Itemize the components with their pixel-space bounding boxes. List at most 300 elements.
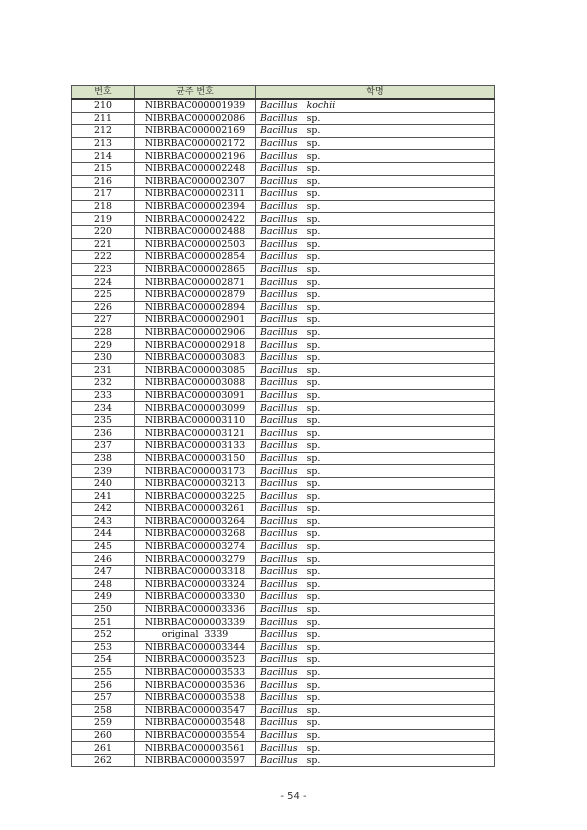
- table-row: [72, 188, 495, 201]
- table-row: [72, 150, 495, 163]
- species-epithet: sp.: [306, 213, 321, 225]
- strain-id: NIBRBAC000003533: [135, 666, 256, 679]
- strain-id: NIBRBAC000002894: [135, 301, 256, 314]
- species-epithet: sp.: [306, 188, 321, 200]
- row-number: 254: [72, 654, 135, 667]
- table-row: [72, 603, 495, 616]
- table-row: [72, 99, 495, 112]
- strain-id: NIBRBAC000003110: [135, 414, 256, 427]
- scientific-name: [256, 452, 495, 465]
- row-number: 256: [72, 679, 135, 692]
- strain-id: NIBRBAC000002906: [135, 326, 256, 339]
- scientific-name: [256, 616, 495, 629]
- strain-id: NIBRBAC000003554: [135, 729, 256, 742]
- table-row: [72, 754, 495, 767]
- table-row: [72, 490, 495, 503]
- row-number: 248: [72, 578, 135, 591]
- genus-name: Bacillus: [260, 742, 298, 754]
- genus-name: Bacillus: [260, 490, 298, 502]
- row-number: 251: [72, 616, 135, 629]
- row-number: 262: [72, 754, 135, 767]
- genus-name: Bacillus: [260, 389, 298, 401]
- scientific-name: [256, 288, 495, 301]
- row-number: 216: [72, 175, 135, 188]
- species-epithet: sp.: [306, 339, 321, 351]
- species-epithet: sp.: [306, 692, 321, 704]
- genus-name: Bacillus: [260, 415, 298, 427]
- strain-id: NIBRBAC000002488: [135, 225, 256, 238]
- row-number: 211: [72, 112, 135, 125]
- table-row: [72, 213, 495, 226]
- genus-name: Bacillus: [260, 112, 298, 124]
- scientific-name: [256, 540, 495, 553]
- genus-name: Bacillus: [260, 125, 298, 137]
- strain-id: NIBRBAC000003085: [135, 364, 256, 377]
- strain-id: NIBRBAC000003099: [135, 402, 256, 415]
- scientific-name: [256, 465, 495, 478]
- genus-name: Bacillus: [260, 452, 298, 464]
- genus-name: Bacillus: [260, 251, 298, 263]
- scientific-name: [256, 427, 495, 440]
- row-number: 253: [72, 641, 135, 654]
- strain-id: NIBRBAC000003268: [135, 528, 256, 541]
- row-number: 235: [72, 414, 135, 427]
- table-row: [72, 251, 495, 264]
- genus-name: Bacillus: [260, 616, 298, 628]
- row-number: 237: [72, 440, 135, 453]
- row-number: 246: [72, 553, 135, 566]
- table-row: [72, 137, 495, 150]
- table-row: [72, 477, 495, 490]
- row-number: 221: [72, 238, 135, 251]
- strain-id: NIBRBAC000003330: [135, 591, 256, 604]
- table-row: [72, 402, 495, 415]
- table-row: [72, 125, 495, 138]
- scientific-name: [256, 515, 495, 528]
- genus-name: Bacillus: [260, 729, 298, 741]
- strain-id: NIBRBAC000002086: [135, 112, 256, 125]
- species-epithet: sp.: [306, 112, 321, 124]
- row-number: 229: [72, 339, 135, 352]
- strain-id: NIBRBAC000002871: [135, 276, 256, 289]
- strain-id: NIBRBAC000002311: [135, 188, 256, 201]
- scientific-name: [256, 377, 495, 390]
- species-epithet: sp.: [306, 377, 321, 389]
- species-epithet: sp.: [306, 138, 321, 150]
- table-header: [72, 86, 495, 100]
- table-row: [72, 162, 495, 175]
- genus-name: Bacillus: [260, 163, 298, 175]
- scientific-name: [256, 150, 495, 163]
- row-number: 222: [72, 251, 135, 264]
- row-number: 220: [72, 225, 135, 238]
- strain-id: NIBRBAC000003121: [135, 427, 256, 440]
- scientific-name: [256, 553, 495, 566]
- table-row: [72, 503, 495, 516]
- scientific-name: [256, 490, 495, 503]
- scientific-name: [256, 200, 495, 213]
- scientific-name: [256, 591, 495, 604]
- genus-name: Bacillus: [260, 503, 298, 515]
- species-epithet: sp.: [306, 289, 321, 301]
- table-row: [72, 200, 495, 213]
- genus-name: Bacillus: [260, 100, 298, 112]
- species-epithet: sp.: [306, 226, 321, 238]
- scientific-name: [256, 314, 495, 327]
- genus-name: Bacillus: [260, 238, 298, 250]
- scientific-name: [256, 666, 495, 679]
- row-number: 245: [72, 540, 135, 553]
- species-epithet: sp.: [306, 125, 321, 137]
- row-number: 210: [72, 99, 135, 112]
- row-number: 215: [72, 162, 135, 175]
- table-row: [72, 565, 495, 578]
- genus-name: Bacillus: [260, 226, 298, 238]
- genus-name: Bacillus: [260, 213, 298, 225]
- genus-name: Bacillus: [260, 717, 298, 729]
- row-number: 242: [72, 503, 135, 516]
- species-epithet: sp.: [306, 755, 321, 767]
- genus-name: Bacillus: [260, 704, 298, 716]
- scientific-name: [256, 679, 495, 692]
- scientific-name: [256, 162, 495, 175]
- row-number: 257: [72, 691, 135, 704]
- genus-name: Bacillus: [260, 138, 298, 150]
- scientific-name: [256, 565, 495, 578]
- row-number: 230: [72, 351, 135, 364]
- scientific-name: [256, 188, 495, 201]
- species-epithet: sp.: [306, 604, 321, 616]
- row-number: 212: [72, 125, 135, 138]
- scientific-name: [256, 641, 495, 654]
- species-epithet: sp.: [306, 641, 321, 653]
- strain-id: original 3339: [135, 628, 256, 641]
- species-epithet: sp.: [306, 478, 321, 490]
- table-row: [72, 364, 495, 377]
- species-epithet: sp.: [306, 503, 321, 515]
- row-number: 223: [72, 263, 135, 276]
- species-epithet: sp.: [306, 566, 321, 578]
- scientific-name: [256, 528, 495, 541]
- strain-id: NIBRBAC000002422: [135, 213, 256, 226]
- genus-name: Bacillus: [260, 175, 298, 187]
- table-row: [72, 591, 495, 604]
- table-row: [72, 616, 495, 629]
- scientific-name: [256, 414, 495, 427]
- table-row: [72, 112, 495, 125]
- scientific-name: [256, 603, 495, 616]
- row-number: 252: [72, 628, 135, 641]
- row-number: 231: [72, 364, 135, 377]
- scientific-name: [256, 251, 495, 264]
- scientific-name: [256, 389, 495, 402]
- strain-id: NIBRBAC000002172: [135, 137, 256, 150]
- row-number: 228: [72, 326, 135, 339]
- strain-id: NIBRBAC000002918: [135, 339, 256, 352]
- species-epithet: sp.: [306, 301, 321, 313]
- table-row: [72, 288, 495, 301]
- table-row: [72, 704, 495, 717]
- species-epithet: sp.: [306, 578, 321, 590]
- strain-id: NIBRBAC000003538: [135, 691, 256, 704]
- species-epithet: sp.: [306, 490, 321, 502]
- scientific-name: [256, 301, 495, 314]
- header-strain-id: 균주 번호: [135, 86, 256, 100]
- species-epithet: sp.: [306, 201, 321, 213]
- strain-id: NIBRBAC000003225: [135, 490, 256, 503]
- genus-name: Bacillus: [260, 150, 298, 162]
- row-number: 232: [72, 377, 135, 390]
- genus-name: Bacillus: [260, 339, 298, 351]
- genus-name: Bacillus: [260, 314, 298, 326]
- genus-name: Bacillus: [260, 440, 298, 452]
- strain-id: NIBRBAC000003213: [135, 477, 256, 490]
- scientific-name: [256, 477, 495, 490]
- row-number: 259: [72, 717, 135, 730]
- scientific-name: [256, 503, 495, 516]
- header-number: 번호: [72, 86, 135, 100]
- species-epithet: sp.: [306, 389, 321, 401]
- species-epithet: sp.: [306, 264, 321, 276]
- genus-name: Bacillus: [260, 692, 298, 704]
- scientific-name: [256, 276, 495, 289]
- row-number: 236: [72, 427, 135, 440]
- table-row: [72, 654, 495, 667]
- strain-id: NIBRBAC000002169: [135, 125, 256, 138]
- strain-id: NIBRBAC000002854: [135, 251, 256, 264]
- strain-id: NIBRBAC000003261: [135, 503, 256, 516]
- scientific-name: [256, 112, 495, 125]
- strain-id: NIBRBAC000002879: [135, 288, 256, 301]
- row-number: 250: [72, 603, 135, 616]
- scientific-name: [256, 402, 495, 415]
- row-number: 225: [72, 288, 135, 301]
- species-epithet: sp.: [306, 528, 321, 540]
- species-epithet: sp.: [306, 629, 321, 641]
- table-body: [72, 99, 495, 767]
- row-number: 244: [72, 528, 135, 541]
- row-number: 255: [72, 666, 135, 679]
- genus-name: Bacillus: [260, 465, 298, 477]
- strain-id: NIBRBAC000003274: [135, 540, 256, 553]
- genus-name: Bacillus: [260, 591, 298, 603]
- scientific-name: [256, 729, 495, 742]
- species-epithet: sp.: [306, 440, 321, 452]
- header-row: [72, 86, 495, 100]
- table-row: [72, 540, 495, 553]
- species-epithet: sp.: [306, 679, 321, 691]
- table-row: [72, 301, 495, 314]
- table-row: [72, 314, 495, 327]
- genus-name: Bacillus: [260, 326, 298, 338]
- species-epithet: sp.: [306, 175, 321, 187]
- strain-id: NIBRBAC000003561: [135, 742, 256, 755]
- species-epithet: sp.: [306, 591, 321, 603]
- strain-id: NIBRBAC000003264: [135, 515, 256, 528]
- row-number: 260: [72, 729, 135, 742]
- row-number: 261: [72, 742, 135, 755]
- strain-id: NIBRBAC000003133: [135, 440, 256, 453]
- strain-id: NIBRBAC000002394: [135, 200, 256, 213]
- strain-id: NIBRBAC000002307: [135, 175, 256, 188]
- genus-name: Bacillus: [260, 566, 298, 578]
- table-row: [72, 742, 495, 755]
- genus-name: Bacillus: [260, 478, 298, 490]
- genus-name: Bacillus: [260, 604, 298, 616]
- strain-id: NIBRBAC000003083: [135, 351, 256, 364]
- scientific-name: [256, 225, 495, 238]
- strain-id: NIBRBAC000003318: [135, 565, 256, 578]
- strain-table-container: [71, 85, 494, 767]
- genus-name: Bacillus: [260, 188, 298, 200]
- table-row: [72, 351, 495, 364]
- species-epithet: sp.: [306, 553, 321, 565]
- strain-id: NIBRBAC000003597: [135, 754, 256, 767]
- genus-name: Bacillus: [260, 364, 298, 376]
- strain-id: NIBRBAC000003339: [135, 616, 256, 629]
- genus-name: Bacillus: [260, 264, 298, 276]
- genus-name: Bacillus: [260, 629, 298, 641]
- species-epithet: sp.: [306, 150, 321, 162]
- row-number: 233: [72, 389, 135, 402]
- strain-id: NIBRBAC000002503: [135, 238, 256, 251]
- row-number: 239: [72, 465, 135, 478]
- scientific-name: [256, 754, 495, 767]
- strain-id: NIBRBAC000003536: [135, 679, 256, 692]
- species-epithet: sp.: [306, 352, 321, 364]
- species-epithet: sp.: [306, 427, 321, 439]
- species-epithet: sp.: [306, 314, 321, 326]
- table-row: [72, 691, 495, 704]
- strain-id: NIBRBAC000003547: [135, 704, 256, 717]
- strain-id: NIBRBAC000002196: [135, 150, 256, 163]
- species-epithet: sp.: [306, 515, 321, 527]
- genus-name: Bacillus: [260, 528, 298, 540]
- table-row: [72, 263, 495, 276]
- species-epithet: sp.: [306, 238, 321, 250]
- species-epithet: sp.: [306, 415, 321, 427]
- table-row: [72, 326, 495, 339]
- table-row: [72, 225, 495, 238]
- species-epithet: sp.: [306, 163, 321, 175]
- strain-id: NIBRBAC000003344: [135, 641, 256, 654]
- table-row: [72, 440, 495, 453]
- species-epithet: sp.: [306, 402, 321, 414]
- strain-id: NIBRBAC000003150: [135, 452, 256, 465]
- row-number: 227: [72, 314, 135, 327]
- table-row: [72, 641, 495, 654]
- species-epithet: sp.: [306, 364, 321, 376]
- species-epithet: sp.: [306, 251, 321, 263]
- scientific-name: [256, 628, 495, 641]
- species-epithet: sp.: [306, 541, 321, 553]
- genus-name: Bacillus: [260, 276, 298, 288]
- genus-name: Bacillus: [260, 402, 298, 414]
- row-number: 214: [72, 150, 135, 163]
- scientific-name: [256, 326, 495, 339]
- table-row: [72, 515, 495, 528]
- table-row: [72, 377, 495, 390]
- row-number: 238: [72, 452, 135, 465]
- strain-id: NIBRBAC000002248: [135, 162, 256, 175]
- table-row: [72, 238, 495, 251]
- scientific-name: [256, 213, 495, 226]
- scientific-name: [256, 351, 495, 364]
- scientific-name: [256, 440, 495, 453]
- strain-id: NIBRBAC000003523: [135, 654, 256, 667]
- row-number: 213: [72, 137, 135, 150]
- row-number: 249: [72, 591, 135, 604]
- genus-name: Bacillus: [260, 578, 298, 590]
- genus-name: Bacillus: [260, 352, 298, 364]
- genus-name: Bacillus: [260, 667, 298, 679]
- genus-name: Bacillus: [260, 377, 298, 389]
- strain-id: NIBRBAC000003548: [135, 717, 256, 730]
- row-number: 219: [72, 213, 135, 226]
- scientific-name: [256, 125, 495, 138]
- row-number: 258: [72, 704, 135, 717]
- genus-name: Bacillus: [260, 427, 298, 439]
- row-number: 240: [72, 477, 135, 490]
- species-epithet: sp.: [306, 465, 321, 477]
- scientific-name: [256, 704, 495, 717]
- genus-name: Bacillus: [260, 641, 298, 653]
- genus-name: Bacillus: [260, 541, 298, 553]
- table-row: [72, 717, 495, 730]
- strain-id: NIBRBAC000002901: [135, 314, 256, 327]
- table-row: [72, 465, 495, 478]
- genus-name: Bacillus: [260, 289, 298, 301]
- strain-table: [71, 85, 495, 767]
- strain-id: NIBRBAC000003324: [135, 578, 256, 591]
- scientific-name: [256, 717, 495, 730]
- scientific-name: [256, 339, 495, 352]
- strain-id: NIBRBAC000002865: [135, 263, 256, 276]
- row-number: 234: [72, 402, 135, 415]
- table-row: [72, 729, 495, 742]
- species-epithet: sp.: [306, 654, 321, 666]
- row-number: 224: [72, 276, 135, 289]
- scientific-name: [256, 742, 495, 755]
- row-number: 241: [72, 490, 135, 503]
- table-row: [72, 175, 495, 188]
- row-number: 243: [72, 515, 135, 528]
- strain-id: NIBRBAC000003336: [135, 603, 256, 616]
- genus-name: Bacillus: [260, 515, 298, 527]
- genus-name: Bacillus: [260, 301, 298, 313]
- table-row: [72, 679, 495, 692]
- table-row: [72, 553, 495, 566]
- species-epithet: sp.: [306, 729, 321, 741]
- species-epithet: sp.: [306, 704, 321, 716]
- species-epithet: sp.: [306, 276, 321, 288]
- table-row: [72, 666, 495, 679]
- species-epithet: sp.: [306, 717, 321, 729]
- strain-id: NIBRBAC000003091: [135, 389, 256, 402]
- table-row: [72, 339, 495, 352]
- table-row: [72, 276, 495, 289]
- species-epithet: sp.: [306, 326, 321, 338]
- row-number: 247: [72, 565, 135, 578]
- genus-name: Bacillus: [260, 679, 298, 691]
- scientific-name: [256, 654, 495, 667]
- scientific-name: [256, 364, 495, 377]
- scientific-name: [256, 238, 495, 251]
- scientific-name: [256, 137, 495, 150]
- scientific-name: [256, 99, 495, 112]
- species-epithet: sp.: [306, 616, 321, 628]
- row-number: 217: [72, 188, 135, 201]
